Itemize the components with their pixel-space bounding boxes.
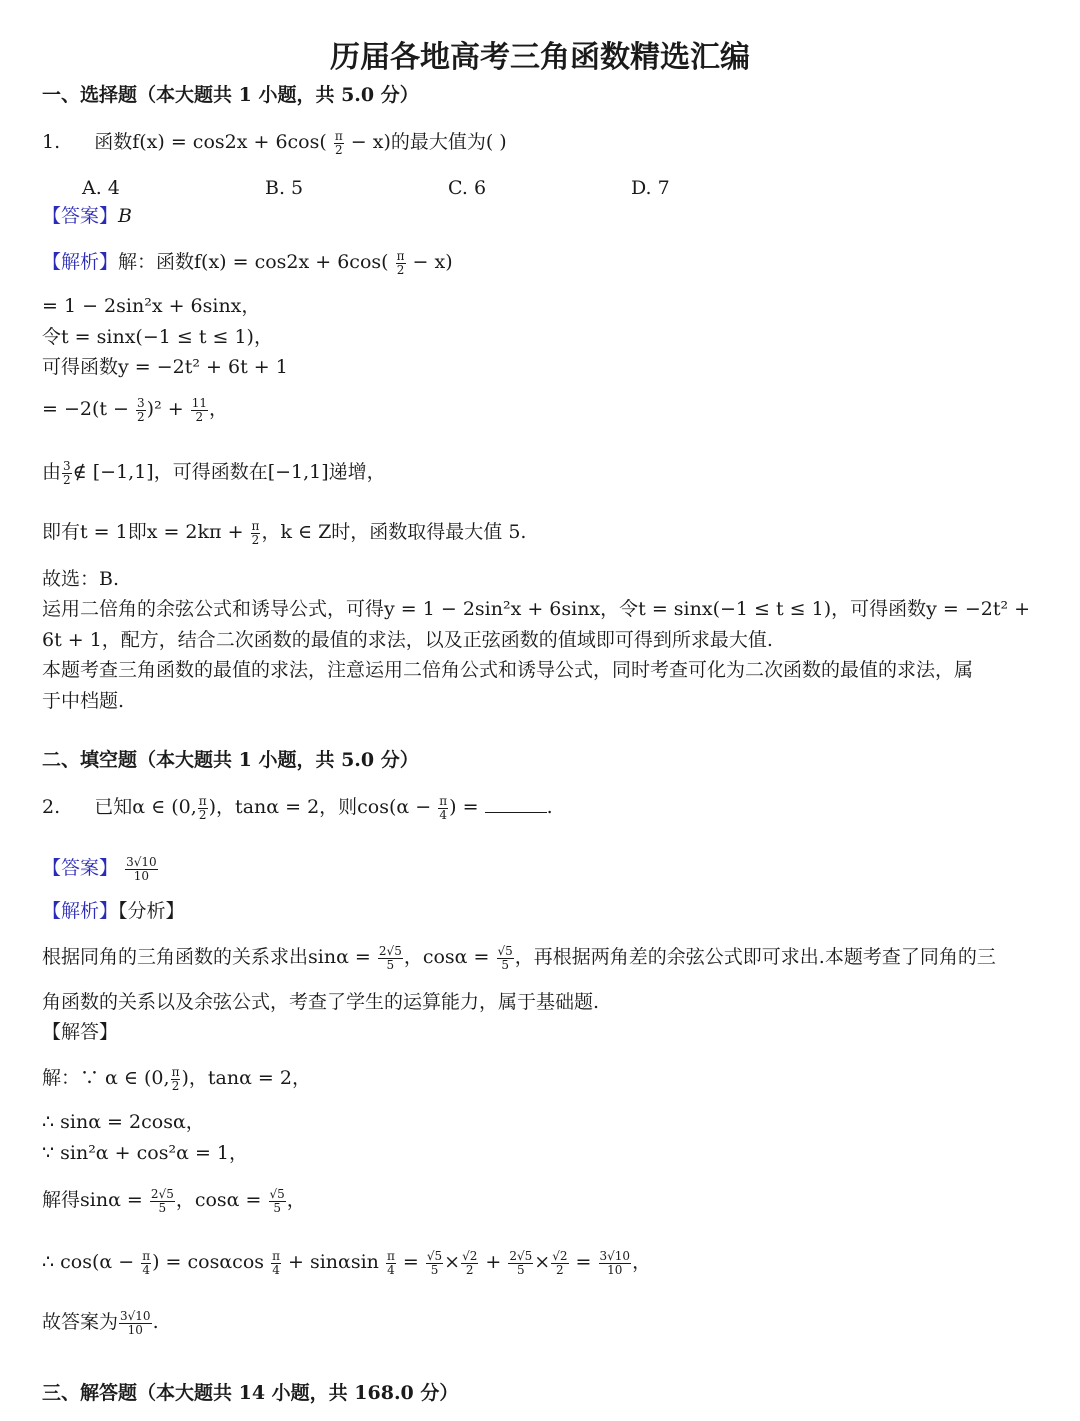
q1-line5: 由 $\frac{3}{2}$ ∉ [−1,1]，可得函数在[−1,1]递增， [42,459,386,487]
fraction: $\frac{\pi}{2}$ [251,519,260,547]
fraction: $\frac{\pi}{2}$ [396,249,405,277]
q1-line8: 运用二倍角的余弦公式和诱导公式，可得y = 1 − 2sin²x + 6sinx，令t = sinx(−1 ≤ t ≤ 1)，可得函数y = −2t² + [42,598,1031,620]
q2-step1: 解：∵ α ∈ (0, $\frac{\pi}{2}$ )，tanα = 2， [42,1065,311,1093]
fraction: $\frac{11}{2}$ [191,396,207,424]
fraction: $\frac{√2}{2}$ [552,1249,568,1277]
q1-line9: 6t + 1，配方，结合二次函数的最值的求法，以及正弦函数的值域即可得到所求最大值. [42,629,773,651]
q1-option-a: A. 4 [82,177,120,199]
analysis-label: 【解析】 [42,251,119,274]
fraction: $\frac{√5}{5}$ [497,944,513,972]
q2-analysis-heading: 【解析】【分析】 [42,900,185,922]
fraction: $\frac{2√5}{5}$ [509,1249,533,1277]
q2-step2: ∴ sinα = 2cosα， [42,1111,205,1133]
q1-line10: 本题考查三角函数的最值的求法，注意运用二倍角公式和诱导公式，同时考查可化为二次函数的最值的求法，属 [42,659,974,681]
fraction: $\frac{\pi}{4}$ [272,1249,280,1277]
answer-blank [485,796,547,813]
q1-answer: 【答案】B [42,205,132,227]
answer-label: 【答案】 [42,205,119,227]
answer-label: 【答案】 [42,857,119,880]
fraction: $\frac{\pi}{2}$ [334,129,343,157]
fraction: $\frac{2√5}{5}$ [378,944,402,972]
fraction: $\frac{\pi}{4}$ [142,1249,151,1277]
q1-stem-text-b: − x)的最大值为( ) [350,131,507,154]
fraction: $\frac{3√10}{10}$ [599,1249,631,1277]
q2-step5: ∴ cos(α − $\frac{\pi}{4}$ ) = cosαcos $\frac{\pi}{4}$ + sinαsin $\frac{\pi}{4}$ = $\frac{√5}{5}$ × $\frac{√2}{2}$ + $\frac{2√5}{5}$ × $\frac{√2}{2}$ = $\frac{3√10}{10}$ ， [42,1249,652,1277]
q1-line4: = −2(t − $\frac{3}{2}$ )² + $\frac{11}{2}$ ， [42,396,229,424]
q2-stem: 2. 已知α ∈ (0, $\frac{\pi}{2}$ )，tanα = 2，则cos(α − $\frac{\pi}{4}$ ) = . [42,794,553,822]
q2-answer [42,856,159,882]
q1-line1: = 1 − 2sin²x + 6sinx， [42,295,261,317]
fraction: $\frac{\pi}{4}$ [386,1249,395,1277]
analysis-label: 【解析】 [42,900,119,922]
fraction: $\frac{√2}{2}$ [462,1249,478,1277]
fraction: $\frac{√5}{5}$ [269,1187,285,1215]
q1-line3: 可得函数y = −2t² + 6t + 1 [42,356,288,378]
fraction: $\frac{√5}{5}$ [426,1249,443,1277]
fraction: $\frac{\pi}{2}$ [171,1065,180,1093]
fraction: $\frac{3√10}{10}$ [126,855,157,883]
q2-jieda-heading: 【解答】 [42,1021,119,1043]
q2-fenxi-line1: 根据同角的三角函数的关系求出sinα = $\frac{2√5}{5}$ ，cosα = $\frac{√5}{5}$ ，再根据两角差的余弦公式即可求出.本题考查了同角的三 [42,944,996,972]
fraction: $\frac{3√10}{10}$ [120,1309,151,1337]
q1-option-d: D. 7 [631,177,670,199]
fraction: $\frac{\pi}{2}$ [198,794,207,822]
q2-number: 2. [42,796,61,819]
q1-stem [42,130,507,156]
page-title: 历届各地高考三角函数精选汇编 [330,40,750,75]
fraction: $\frac{3}{2}$ [63,459,71,487]
fraction: $\frac{2√5}{5}$ [150,1187,174,1215]
q2-fenxi-line2: 角函数的关系以及余弦公式，考查了学生的运算能力，属于基础题. [42,991,600,1013]
section-heading-solve: 三、解答题（本大题共 14 小题，共 168.0 分） [42,1382,459,1404]
q2-step3: ∵ sin²α + cos²α = 1， [42,1142,249,1164]
q1-solution-intro: 【解析】解：函数f(x) = cos2x + 6cos( $\frac{\pi}{2}$ − x) [42,249,453,277]
q1-stem-text-a: 函数f(x) = cos2x + 6cos( [94,131,327,154]
q1-line2: 令t = sinx(−1 ≤ t ≤ 1)， [42,326,273,348]
q1-number: 1. [42,131,61,154]
q1-option-c: C. 6 [448,177,487,199]
fraction: $\frac{3}{2}$ [137,396,145,424]
q1-option-b: B. 5 [265,177,304,199]
q2-final: 故答案为 $\frac{3√10}{10}$ . [42,1309,159,1337]
q1-line7: 故选：B. [42,568,120,590]
q2-step4: 解得sinα = $\frac{2√5}{5}$ ，cosα = $\frac{√5}{5}$ ， [42,1187,306,1215]
q1-line6: 即有t = 1即x = 2kπ + $\frac{\pi}{2}$ ，k ∈ Z时，函数取得最大值 5. [42,519,527,547]
fraction: $\frac{\pi}{4}$ [439,794,448,822]
section-heading-fill: 二、填空题（本大题共 1 小题，共 5.0 分） [42,749,419,771]
section-heading-choice: 一、选择题（本大题共 1 小题，共 5.0 分） [42,84,419,106]
q1-line11: 于中档题. [42,690,125,712]
